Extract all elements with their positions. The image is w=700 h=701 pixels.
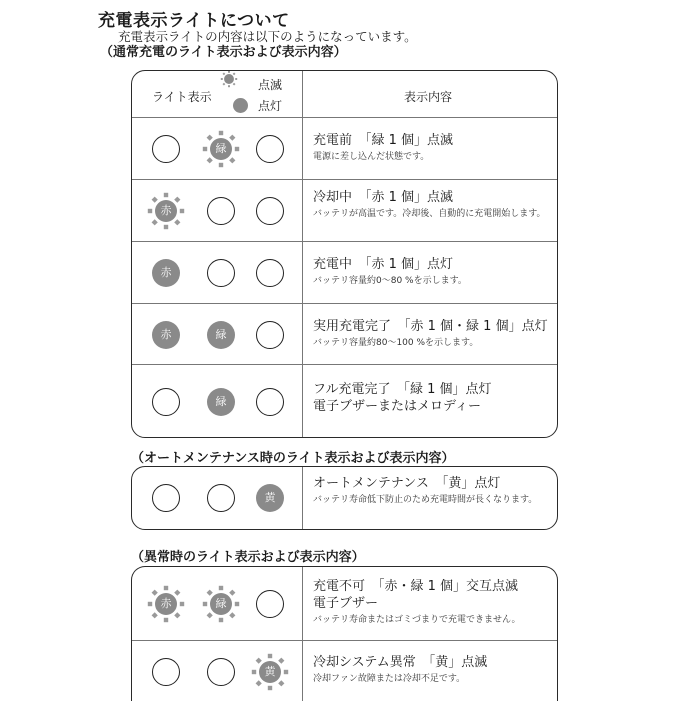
row-content — [313, 318, 553, 349]
row-sub-text: バッテリ寿命低下防止のため充電時間が長くなります。 — [313, 495, 538, 505]
light-off-icon — [207, 484, 235, 512]
section-heading-normal: （通常充電のライト表示および表示内容） — [100, 45, 347, 60]
light-off-icon — [152, 135, 180, 163]
row-main-text: 冷却中 「赤 1 個」点滅 — [313, 190, 454, 205]
light-off-icon — [256, 388, 284, 416]
row-main-text: フル充電完了 「緑 1 個」点灯 — [313, 382, 492, 397]
light-off-icon — [152, 658, 180, 686]
row-sub-text: 電源に差し込んだ状態です。 — [313, 152, 430, 162]
row-content — [313, 654, 553, 685]
blink-legend-icon — [220, 70, 238, 88]
on-legend-icon — [233, 98, 248, 113]
row-content — [313, 578, 553, 626]
light-off-icon — [256, 135, 284, 163]
light-glyph: 黄 — [264, 664, 276, 678]
table-row — [132, 241, 557, 304]
light-on-green-icon: 緑 — [207, 388, 235, 416]
light-blink-red-icon — [146, 191, 186, 231]
row-main-text: オートメンテナンス 「黄」点灯 — [313, 476, 501, 491]
row-main-text: 充電中 「赤 1 個」点灯 — [313, 257, 454, 272]
intro-text: 充電表示ライトの内容は以下のようになっています。 — [118, 29, 417, 44]
table-row — [132, 567, 557, 640]
table-row — [132, 179, 557, 242]
content-column-header: 表示内容 — [404, 90, 453, 104]
row-main-text: 充電前 「緑 1 個」点滅 — [313, 133, 454, 148]
light-off-icon — [207, 259, 235, 287]
light-blink-yellow-icon — [250, 652, 290, 692]
light-glyph: 緑 — [215, 596, 227, 610]
table-row — [132, 303, 557, 365]
light-glyph: 緑 — [215, 142, 227, 155]
row-sub-text: バッテリ寿命またはゴミづまりで充電できません。 — [313, 615, 521, 625]
table-row — [132, 467, 557, 529]
table-row — [132, 640, 557, 701]
row-main-text-2: 電子ブザーまたはメロディー — [313, 399, 481, 414]
row-content — [313, 475, 553, 506]
table-row — [132, 364, 557, 438]
light-blink-green-icon — [201, 129, 241, 169]
row-main-text: 充電不可 「赤・緑 1 個」交互点滅 — [313, 579, 519, 594]
row-main-text: 冷却システム異常 「黄」点滅 — [313, 655, 488, 670]
light-off-icon — [256, 259, 284, 287]
row-main-text-2: 電子ブザー — [313, 596, 379, 611]
light-on-green-icon: 緑 — [207, 321, 235, 349]
maintenance-table — [131, 466, 558, 530]
light-off-icon — [152, 484, 180, 512]
row-sub-text: バッテリ容量約80～100 %を示します。 — [313, 338, 479, 348]
light-blink-red-icon — [146, 584, 186, 624]
table-row — [132, 117, 557, 180]
light-on-red-icon: 赤 — [152, 321, 180, 349]
row-sub-text: バッテリ容量約0～80 %を示します。 — [313, 276, 467, 286]
row-sub-text: バッテリが高温です。冷却後、自動的に充電開始します。 — [313, 209, 546, 219]
abnormal-table — [131, 566, 558, 701]
row-main-text: 実用充電完了 「赤 1 個・緑 1 個」点灯 — [313, 319, 548, 334]
sun-burst-icon — [220, 70, 238, 88]
row-content — [313, 132, 553, 163]
blink-legend-label: 点滅 — [258, 78, 283, 92]
light-glyph: 赤 — [160, 204, 172, 217]
light-on-red-icon: 赤 — [152, 259, 180, 287]
light-off-icon — [256, 197, 284, 225]
section-heading-maintenance: （オートメンテナンス時のライト表示および表示内容） — [131, 451, 455, 466]
row-content — [313, 256, 553, 287]
section-heading-abnormal: （異常時のライト表示および表示内容） — [131, 550, 365, 565]
page-title: 充電表示ライトについて — [98, 11, 290, 31]
light-glyph: 赤 — [160, 596, 172, 610]
normal-charging-table — [131, 70, 558, 438]
light-column-header: ライト表示 — [152, 90, 212, 104]
light-blink-green-icon — [201, 584, 241, 624]
light-off-icon — [256, 321, 284, 349]
light-off-icon — [256, 590, 284, 618]
light-off-icon — [152, 388, 180, 416]
light-off-icon — [207, 658, 235, 686]
table-header — [132, 71, 557, 117]
row-sub-text: 冷却ファン故障または冷却不足です。 — [313, 674, 466, 684]
row-content — [313, 189, 553, 220]
light-on-yellow-icon: 黄 — [256, 484, 284, 512]
row-content — [313, 381, 553, 415]
on-legend-label: 点灯 — [258, 99, 283, 113]
light-off-icon — [207, 197, 235, 225]
